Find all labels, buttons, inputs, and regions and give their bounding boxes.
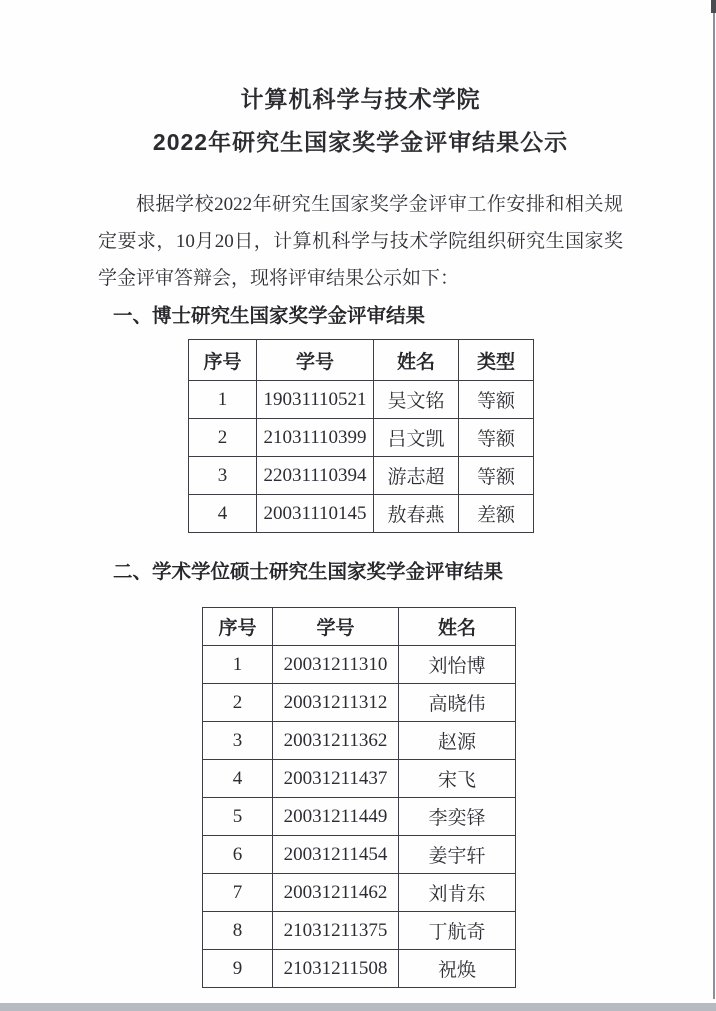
cell-index: 3 — [189, 457, 257, 495]
table-row — [189, 457, 534, 495]
cell-name: 敖春燕 — [374, 495, 459, 533]
cell-index: 4 — [203, 760, 273, 798]
cell-index: 4 — [189, 495, 257, 533]
document-title: 计算机科学与技术学院 — [240, 86, 481, 112]
cell-index: 5 — [203, 798, 273, 836]
cell-index: 2 — [189, 419, 257, 457]
cell-index: 3 — [203, 722, 273, 760]
cell-type: 等额 — [459, 419, 534, 457]
table-row — [203, 646, 516, 684]
cell-type: 差额 — [459, 495, 534, 533]
cell-index: 1 — [189, 381, 257, 419]
cell-name: 刘怡博 — [399, 646, 516, 684]
table-row — [189, 495, 534, 533]
cell-student-id: 19031110521 — [257, 381, 374, 419]
doctoral-results-table — [188, 339, 534, 533]
cell-student-id: 21031211508 — [273, 950, 399, 988]
scan-right-edge-shadow — [713, 10, 715, 999]
cell-index: 2 — [203, 684, 273, 722]
cell-name: 吴文铭 — [374, 381, 459, 419]
column-header-name: 姓名 — [374, 340, 459, 381]
table-row — [189, 419, 534, 457]
intro-paragraph: 根据学校2022年研究生国家奖学金评审工作安排和相关规定要求，10月20日，计算机科学与技术学院组织研究生国家奖学金评审答辩会，现将评审结果公示如下： — [98, 194, 623, 289]
table-row — [203, 798, 516, 836]
cell-name: 宋飞 — [399, 760, 516, 798]
cell-student-id: 20031211437 — [273, 760, 399, 798]
table-row — [203, 684, 516, 722]
column-header-name: 姓名 — [399, 608, 516, 646]
cell-student-id: 22031110394 — [257, 457, 374, 495]
cell-name: 高晓伟 — [399, 684, 516, 722]
table-row — [203, 760, 516, 798]
cell-student-id: 20031211454 — [273, 836, 399, 874]
masters-results-table — [202, 607, 516, 988]
cell-name: 李奕铎 — [399, 798, 516, 836]
table-row — [203, 912, 516, 950]
cell-name: 吕文凯 — [374, 419, 459, 457]
cell-student-id: 21031211375 — [273, 912, 399, 950]
cell-index: 8 — [203, 912, 273, 950]
section-heading-doctoral: 一、博士研究生国家奖学金评审结果 — [113, 305, 426, 327]
cell-student-id: 20031211312 — [273, 684, 399, 722]
table-row — [203, 950, 516, 988]
table-row — [189, 381, 534, 419]
cell-index: 9 — [203, 950, 273, 988]
cell-student-id: 20031211462 — [273, 874, 399, 912]
cell-name: 刘肯东 — [399, 874, 516, 912]
cell-student-id: 20031211362 — [273, 722, 399, 760]
cell-student-id: 20031211310 — [273, 646, 399, 684]
cell-student-id: 20031211449 — [273, 798, 399, 836]
cell-name: 祝焕 — [399, 950, 516, 988]
cell-index: 6 — [203, 836, 273, 874]
scan-corner-artifact — [711, 0, 716, 13]
table-row — [203, 874, 516, 912]
table-header-row — [189, 340, 534, 381]
cell-student-id: 21031110399 — [257, 419, 374, 457]
table-row — [203, 722, 516, 760]
cell-name: 游志超 — [374, 457, 459, 495]
cell-index: 1 — [203, 646, 273, 684]
cell-student-id: 20031110145 — [257, 495, 374, 533]
column-header-index: 序号 — [189, 340, 257, 381]
column-header-index: 序号 — [203, 608, 273, 646]
cell-name: 赵源 — [399, 722, 516, 760]
scan-bottom-edge-shadow — [0, 1003, 716, 1011]
table-row — [203, 836, 516, 874]
cell-name: 丁航奇 — [399, 912, 516, 950]
document-subtitle: 2022年研究生国家奖学金评审结果公示 — [152, 129, 569, 155]
column-header-student-id: 学号 — [273, 608, 399, 646]
section-heading-masters: 二、学术学位硕士研究生国家奖学金评审结果 — [113, 561, 504, 583]
cell-type: 等额 — [459, 381, 534, 419]
cell-name: 姜宇轩 — [399, 836, 516, 874]
table-header-row — [203, 608, 516, 646]
column-header-student-id: 学号 — [257, 340, 374, 381]
column-header-type: 类型 — [459, 340, 534, 381]
cell-index: 7 — [203, 874, 273, 912]
cell-type: 等额 — [459, 457, 534, 495]
